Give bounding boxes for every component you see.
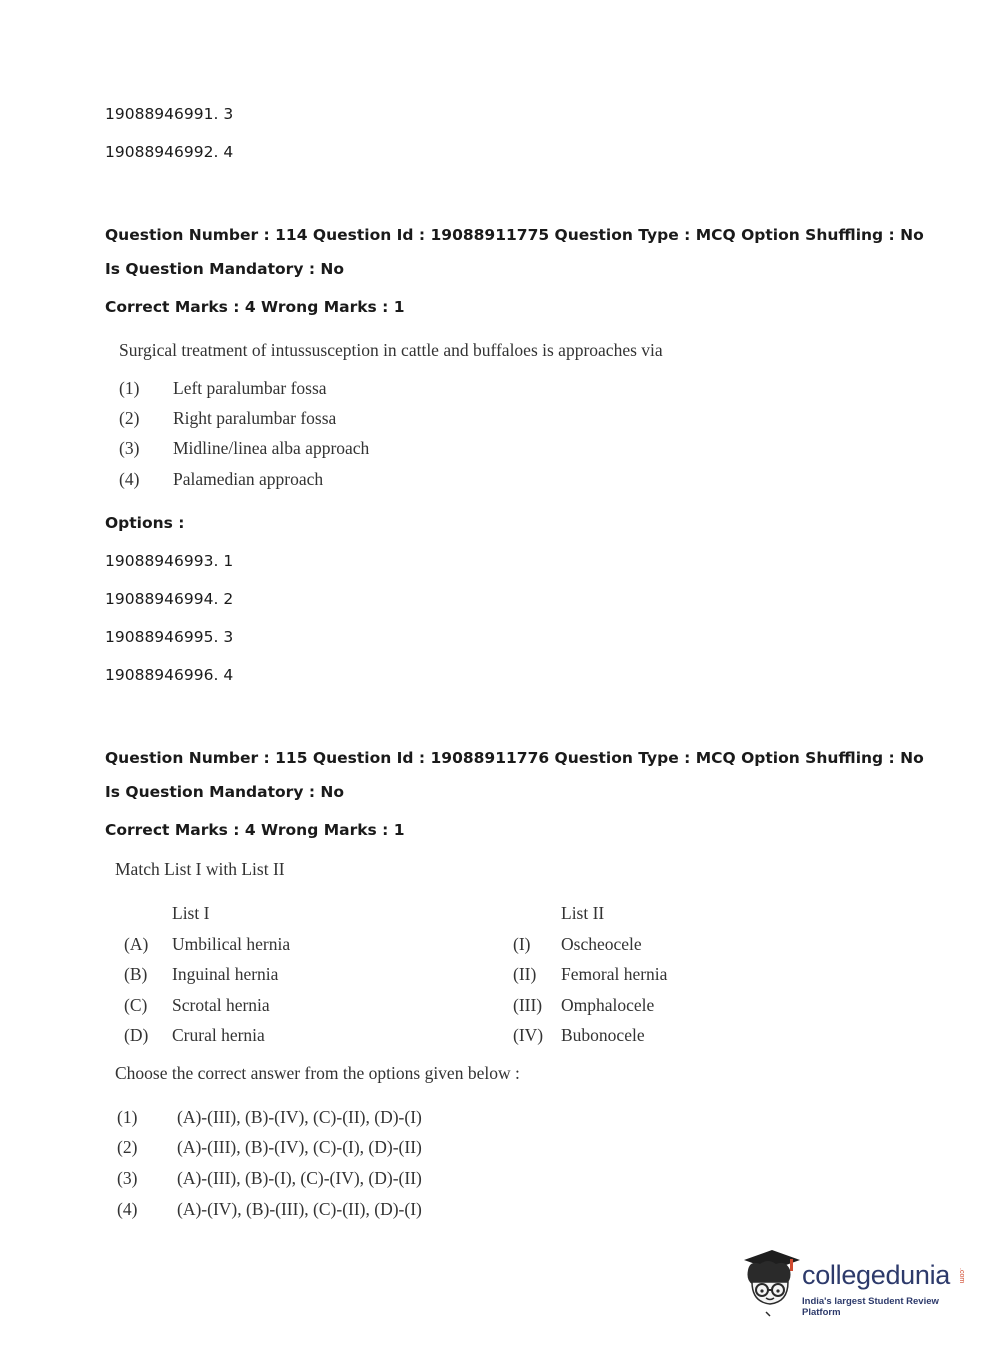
list2-key: (III) [513, 995, 543, 1015]
list1-item: Crural hernia [172, 1025, 265, 1045]
question-mandatory: Is Question Mandatory : No [105, 260, 345, 278]
question-text: Surgical treatment of intussusception in cattle and buffaloes is approaches via [119, 340, 663, 360]
choice-text: Midline/linea alba approach [173, 438, 370, 458]
list2-key: (II) [513, 964, 537, 984]
list1-item: Umbilical hernia [172, 934, 291, 954]
instruction-text: Choose the correct answer from the options given below : [115, 1063, 520, 1083]
logo-suffix: .com [958, 1268, 965, 1284]
choice-number: (1) [119, 378, 140, 398]
list1-key: (A) [124, 934, 149, 954]
question-mandatory: Is Question Mandatory : No [105, 783, 345, 801]
list2-item: Femoral hernia [561, 964, 668, 984]
list2-key: (IV) [513, 1025, 544, 1045]
choice-text: Left paralumbar fossa [173, 378, 327, 398]
question-marks: Correct Marks : 4 Wrong Marks : 1 [105, 298, 405, 316]
options-label: Options : [105, 514, 185, 532]
list2-item: Bubonocele [561, 1025, 645, 1045]
choice-text: Palamedian approach [173, 469, 324, 489]
option-line: 19088946995. 3 [105, 628, 234, 646]
choice-text: (A)-(III), (B)-(IV), (C)-(I), (D)-(II) [177, 1137, 422, 1157]
option-line: 19088946991. 3 [105, 105, 234, 123]
list2-item: Omphalocele [561, 995, 655, 1015]
mascot-graduate-icon [740, 1246, 802, 1318]
choice-number: (4) [119, 469, 140, 489]
question-header: Question Number : 114 Question Id : 19088911775 Question Type : MCQ Option Shuffling : No [105, 226, 924, 244]
choice-number: (1) [117, 1107, 138, 1127]
question-text: Match List I with List II [115, 859, 285, 879]
choice-text: (A)-(III), (B)-(IV), (C)-(II), (D)-(I) [177, 1107, 422, 1127]
logo-tagline: India's largest Student Review Platform [802, 1296, 939, 1318]
choice-text: (A)-(III), (B)-(I), (C)-(IV), (D)-(II) [177, 1168, 422, 1188]
list1-key: (C) [124, 995, 148, 1015]
choice-number: (4) [117, 1199, 138, 1219]
list1-key: (B) [124, 964, 148, 984]
list1-title: List I [172, 903, 210, 923]
choice-text: Right paralumbar fossa [173, 408, 337, 428]
option-line: 19088946992. 4 [105, 143, 234, 161]
question-marks: Correct Marks : 4 Wrong Marks : 1 [105, 821, 405, 839]
list2-key: (I) [513, 934, 531, 954]
choice-number: (3) [117, 1168, 138, 1188]
list2-item: Oscheocele [561, 934, 642, 954]
choice-text: (A)-(IV), (B)-(III), (C)-(II), (D)-(I) [177, 1199, 422, 1219]
question-header: Question Number : 115 Question Id : 19088911776 Question Type : MCQ Option Shuffling : No [105, 749, 924, 767]
choice-number: (2) [117, 1137, 138, 1157]
collegedunia-logo [740, 1246, 970, 1318]
choice-number: (2) [119, 408, 140, 428]
list1-item: Inguinal hernia [172, 964, 279, 984]
option-line: 19088946996. 4 [105, 666, 234, 684]
logo-name: collegedunia [802, 1260, 951, 1290]
list2-title: List II [561, 903, 605, 923]
choice-number: (3) [119, 438, 140, 458]
list1-key: (D) [124, 1025, 149, 1045]
option-line: 19088946993. 1 [105, 552, 234, 570]
option-line: 19088946994. 2 [105, 590, 234, 608]
list1-item: Scrotal hernia [172, 995, 270, 1015]
